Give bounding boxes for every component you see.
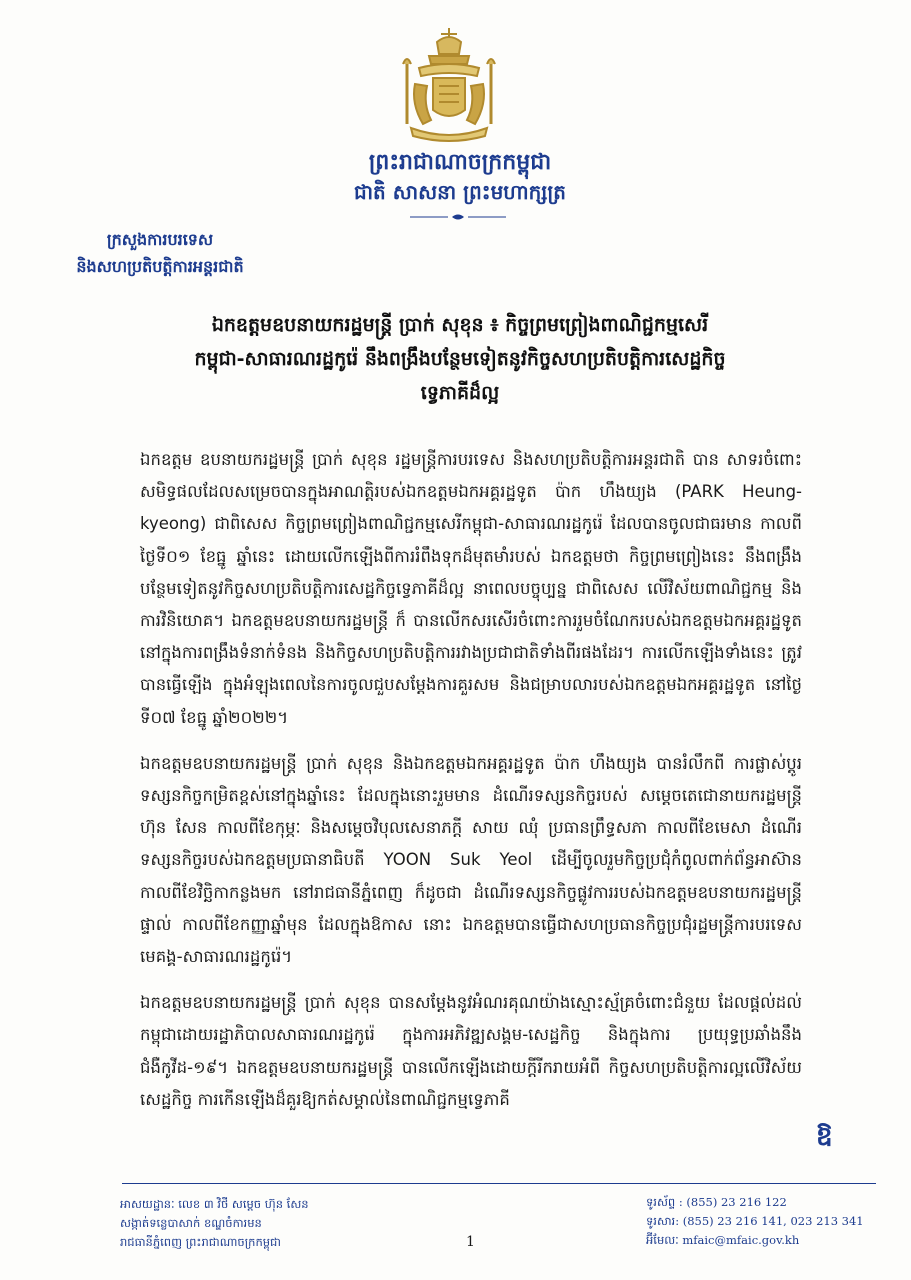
ministry-line-1: ក្រសួងការបរទេស [106, 230, 214, 249]
national-motto: ជាតិ សាសនា ព្រះមហាក្សត្រ [354, 180, 566, 204]
title-line-2: កម្ពុជា-សាធារណរដ្ឋកូរ៉េ នឹងពង្រឹងបន្ថែមទៀតនូវកិច្ចសហប្រតិបត្តិការសេដ្ឋកិច្ច [194, 348, 726, 370]
ornament-divider-icon [408, 212, 508, 222]
kingdom-name: ព្រះរាជាណាចក្រកម្ពុជា [368, 150, 552, 175]
ministry-name [20, 226, 300, 280]
phone-number: ទូរស័ព្ទ : (855) 23 216 122 [646, 1195, 787, 1209]
address-line-1: អាសយដ្ឋានៈ លេខ ៣ វិថី សម្តេច ហ៊ុន សែន [120, 1197, 309, 1211]
title-line-3: ទ្វេភាគីដ៏ល្អ [420, 382, 500, 404]
email-address[interactable]: អ៊ីមែលៈ mfaic@mfaic.gov.kh [646, 1233, 800, 1247]
body-paragraph-1: ឯកឧត្តម ឧបនាយករដ្ឋមន្ត្រី ប្រាក់ សុខុន រដ្ឋមន្ត្រីការបរទេស និងសហប្រតិបត្តិការអន្តរជាតិ បាន សាទរចំពោះសមិទ្ធផលដែលសម្រេចបានក្នុងអាណត្តិរបស់ឯកឧត្តមឯកអគ្គរដ្ឋទូត ប៉ាក ហឹងយ្យង (PARK Heung-kyeong) ជាពិសេស កិច្ចព្រមព្រៀងពាណិជ្ជកម្មសេរីកម្ពុជា-សាធារណរដ្ឋកូរ៉េ ដែលបានចូលជាធរមាន កាលពីថ្ងៃទី០១ ខែធ្នូ ឆ្នាំនេះ ដោយលើកឡើងពីការរំពឹងទុកដ៏មុតមាំរបស់ ឯកឧត្តមថា កិច្ចព្រមព្រៀងនេះ នឹងពង្រឹងបន្ថែមទៀតនូវកិច្ចសហប្រតិបត្តិការសេដ្ឋកិច្ចទ្វេភាគីដ៏ល្អ នាពេលបច្ចុប្បន្ន ជាពិសេស លើវិស័យពាណិជ្ជកម្ម និងការវិនិយោគ។ ឯកឧត្តមឧបនាយករដ្ឋមន្ត្រី ក៏ បានលើកសរសើរចំពោះការរួមចំណែករបស់ឯកឧត្តមឯកអគ្គរដ្ឋទូត នៅក្នុងការពង្រឹងទំនាក់ទំនង និងកិច្ចសហប្រតិបត្តិការរវាងប្រជាជាតិទាំងពីរផងដែរ។ ការលើកឡើងទាំងនេះ ត្រូវបានធ្វើឡើង ក្នុងអំឡុងពេលនៃការចូលជួបសម្តែងការគួរសម និងជម្រាបលារបស់ឯកឧត្តមឯកអគ្គរដ្ឋទូត នៅថ្ងៃ ទី០៧ ខែធ្នូ ឆ្នាំ២០២២។ [140, 450, 802, 727]
address-line-3: រាជធានីភ្នំពេញ ព្រះរាជាណាចក្រកម្ពុជា [120, 1235, 281, 1249]
footer-divider [122, 1183, 876, 1184]
body-paragraph-2: ឯកឧត្តមឧបនាយករដ្ឋមន្ត្រី ប្រាក់ សុខុន និងឯកឧត្តមឯកអគ្គរដ្ឋទូត ប៉ាក ហឹងយ្យង បានរំលឹកពី ការផ្លាស់ប្តូរទស្សនកិច្ចកម្រិតខ្ពស់នៅក្នុងឆ្នាំនេះ ដែលក្នុងនោះរួមមាន ដំណើរទស្សនកិច្ចរបស់ សម្តេចតេជោនាយករដ្ឋមន្ត្រី ហ៊ុន សែន កាលពីខែកុម្ភៈ និងសម្តេចវិបុលសេនាភក្តី សាយ ឈុំ ប្រធានព្រឹទ្ធសភា កាលពីខែមេសា ដំណើរទស្សនកិច្ចរបស់ឯកឧត្តមប្រធានាធិបតី YOON Suk Yeol ដើម្បីចូលរួមកិច្ចប្រជុំកំពូលពាក់ព័ន្ធអាស៊ាន កាលពីខែវិច្ឆិកាកន្លងមក នៅរាជធានីភ្នំពេញ ក៏ដូចជា ដំណើរទស្សនកិច្ចផ្លូវការរបស់ឯកឧត្តមឧបនាយករដ្ឋមន្ត្រីផ្ទាល់ កាលពីខែកញ្ញាឆ្នាំមុន ដែលក្នុងឱកាស នោះ ឯកឧត្តមបានធ្វើជាសហប្រធានកិច្ចប្រជុំរដ្ឋមន្ត្រីការបរទេសមេគង្គ-សាធារណរដ្ឋកូរ៉េ។ [140, 753, 802, 967]
press-release-title [110, 308, 810, 410]
title-line-1: ឯកឧត្តមឧបនាយករដ្ឋមន្ត្រី ប្រាក់ សុខុន ៖ កិច្ចព្រមព្រៀងពាណិជ្ជកម្មសេរី [211, 314, 709, 336]
ministry-line-2: និងសហប្រតិបត្តិការអន្តរជាតិ [76, 257, 244, 276]
address-line-2: សង្កាត់ទន្លេបាសាក់ ខណ្ឌចំការមន [120, 1216, 262, 1230]
handwritten-initial: ឱ [816, 1122, 833, 1152]
footer-contact [646, 1193, 896, 1250]
royal-coat-of-arms-icon [389, 24, 509, 146]
kingdom-header [300, 148, 620, 206]
footer-address [120, 1195, 420, 1252]
fax-number: ទូរសារ: (855) 23 216 141, 023 213 341 [646, 1214, 864, 1228]
body-paragraph-3: ឯកឧត្តមឧបនាយករដ្ឋមន្ត្រី ប្រាក់ សុខុន បានសម្តែងនូវអំណរគុណយ៉ាងស្មោះស្ម័គ្រចំពោះជំនួយ ដែលផ្តល់ដល់កម្ពុជាដោយរដ្ឋាភិបាលសាធារណរដ្ឋកូរ៉េ ក្នុងការអភិវឌ្ឍសង្គម-សេដ្ឋកិច្ច និងក្នុងការ ប្រយុទ្ធប្រឆាំងនឹងជំងឺកូវីដ-១៩។ ឯកឧត្តមឧបនាយករដ្ឋមន្ត្រី បានលើកឡើងដោយក្តីរីករាយអំពី កិច្ចសហប្រតិបត្តិការល្អលើវិស័យសេដ្ឋកិច្ច ការកើនឡើងដ៏គួរឱ្យកត់សម្គាល់នៃពាណិជ្ជកម្មទ្វេភាគី [140, 993, 802, 1109]
press-release-body [140, 444, 802, 1130]
page-number: 1 [466, 1234, 475, 1250]
